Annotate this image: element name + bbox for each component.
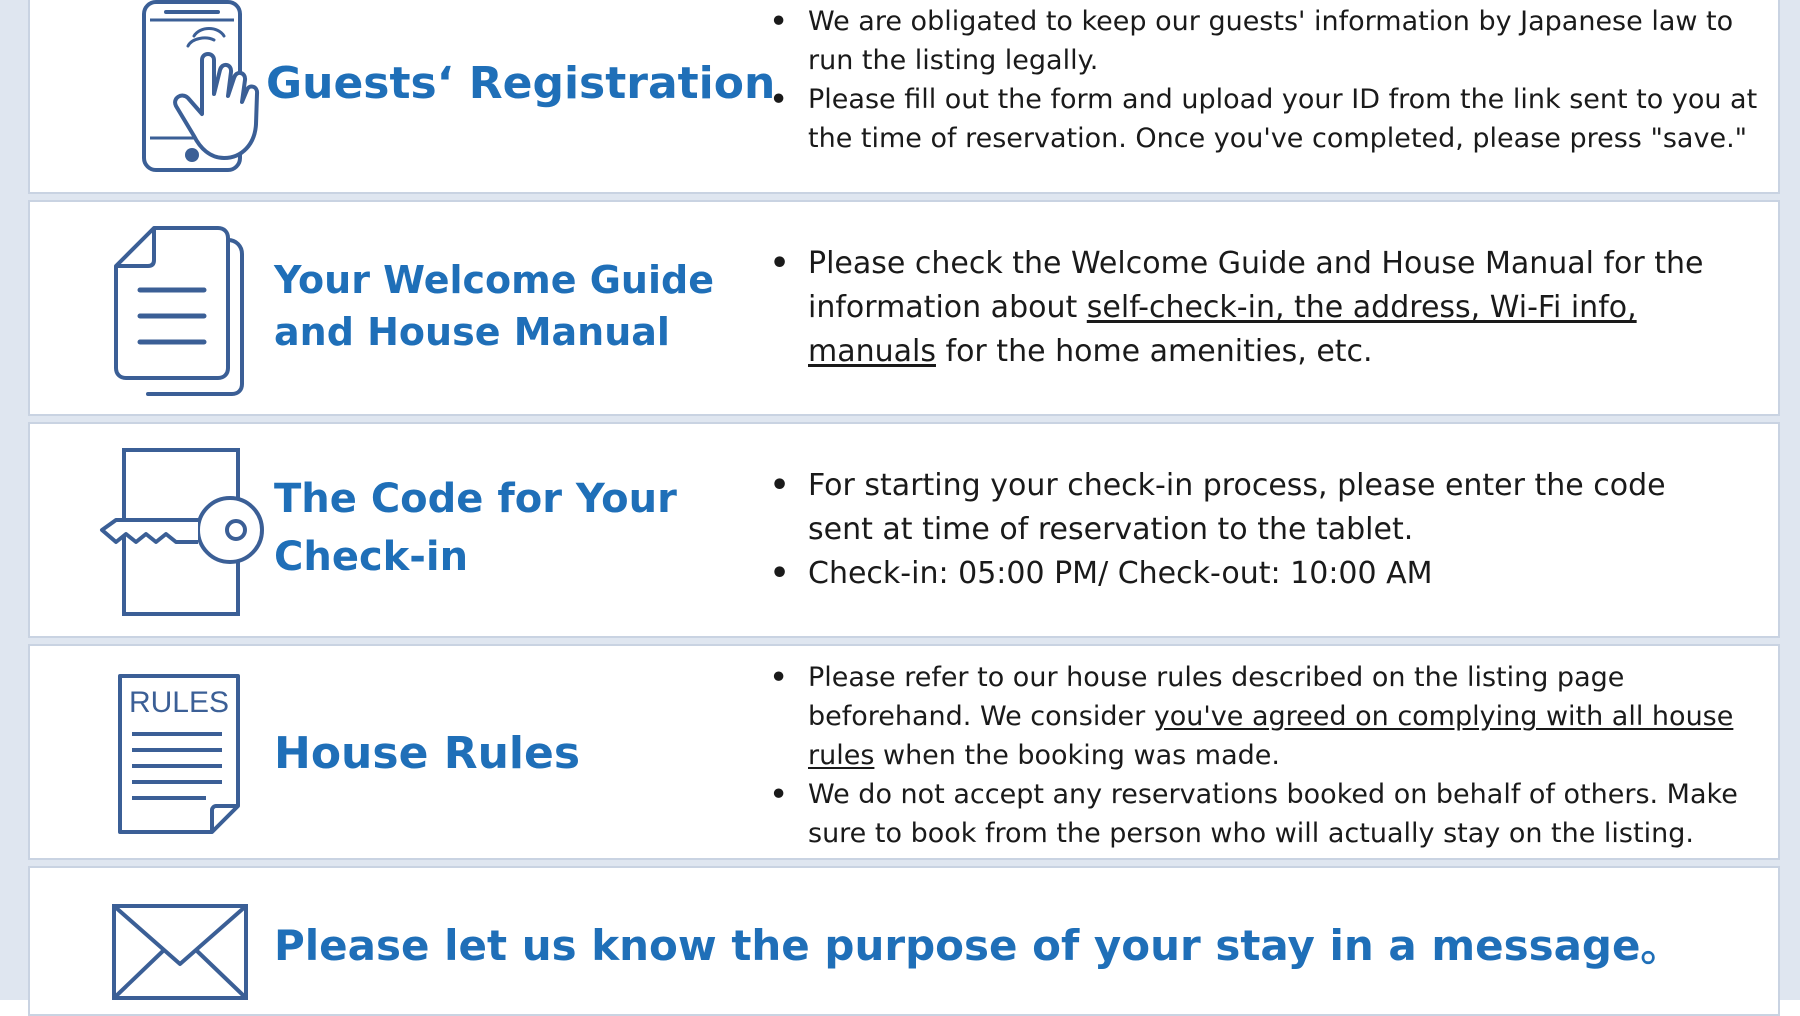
- document-icon: [110, 224, 250, 396]
- section-title: House Rules: [274, 728, 581, 779]
- bullet-item: [770, 242, 1730, 374]
- bullet-item: [770, 658, 1780, 775]
- bullet-text: when the booking was made.: [874, 740, 1280, 771]
- bullet-item: • Please fill out the form and upload your ID from the link sent to you at the time of reservation. Once you've completed, please press "save.": [770, 80, 1780, 158]
- bullet-list: [770, 242, 1730, 374]
- bullet-item: • We do not accept any reservations booked on behalf of others. Make sure to book from the person who will actually stay on the listing.: [770, 775, 1780, 853]
- message-prompt: Please let us know the purpose of your stay in a message。: [274, 921, 1683, 970]
- bullet-text: Please check the Welcome Guide and House Manual for the information about: [808, 246, 1704, 325]
- section-title-line: and House Manual: [274, 310, 670, 354]
- section-title-line: Check-in: [274, 534, 469, 580]
- bullet-item: • For starting your check-in process, please enter the code sent at time of reservation to the tablet.: [770, 464, 1730, 552]
- section-message: [28, 866, 1780, 1016]
- underlined-text: you've agreed on complying with all house rules: [808, 701, 1734, 771]
- bullet-list: [770, 2, 1780, 158]
- section-guest-registration: [28, 0, 1780, 194]
- envelope-icon: [110, 902, 250, 1002]
- section-title: [274, 470, 677, 586]
- section-title-line: Your Welcome Guide: [274, 258, 714, 302]
- underlined-text: self-check-in, the address, Wi-Fi info, manuals: [808, 290, 1637, 369]
- bullet-list: [770, 464, 1730, 596]
- door-key-icon: [98, 446, 268, 618]
- rules-document-icon: [116, 672, 246, 836]
- section-title-line: The Code for Your: [274, 476, 677, 522]
- smartphone-touch-icon: [110, 0, 260, 176]
- section-welcome-guide: [28, 200, 1780, 416]
- section-title: [274, 254, 714, 358]
- bullet-text: for the home amenities, etc.: [935, 334, 1373, 369]
- bullet-item: • We are obligated to keep our guests' information by Japanese law to run the listing legally.: [770, 2, 1780, 80]
- bullet-list: [770, 658, 1780, 853]
- bullet-text: Please refer to our house rules described on the listing page beforehand. We consider: [808, 662, 1625, 732]
- section-title: Guests‘ Registration: [266, 58, 776, 109]
- bullet-item: • Check-in: 05:00 PM/ Check-out: 10:00 AM: [770, 552, 1730, 596]
- rules-label: RULES: [128, 686, 230, 719]
- section-house-rules: [28, 644, 1780, 860]
- section-checkin-code: [28, 422, 1780, 638]
